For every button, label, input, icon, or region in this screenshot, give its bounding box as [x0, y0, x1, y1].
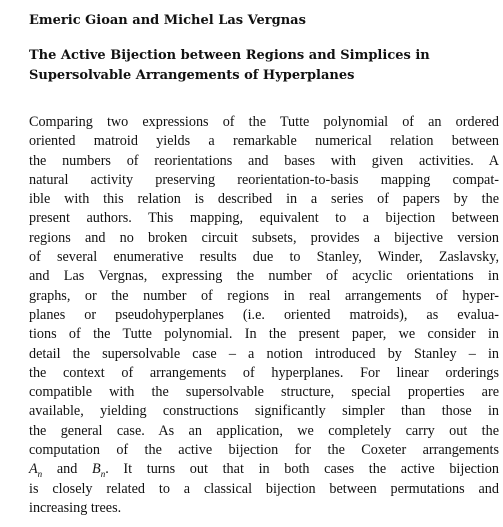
abstract-line: available, yielding constructions significantly simpler than those in	[29, 403, 499, 420]
abstract-line: $A_n$ and $B_n$. It turns out that in both cases the active bijection	[29, 461, 499, 480]
abstract-line: planes or pseudohyperplanes (i.e. oriented matroids), as evalua-	[29, 306, 499, 323]
abstract-line: oriented matroid yields a remarkable numerical relation between	[29, 133, 499, 150]
title-line: Supersolvable Arrangements of Hyperplanes	[29, 67, 355, 83]
abstract-line: compatible with the supersolvable structure, special properties are	[29, 384, 499, 401]
abstract-line: natural activity preserving reorientation-to-basis mapping compat-	[29, 171, 499, 188]
abstract-line: detail the supersolvable case – a notion introduced by Stanley – in	[29, 345, 499, 362]
abstract-line: of several enumerative results due to Stanley, Winder, Zaslavsky,	[29, 249, 499, 266]
abstract-line: the general case. As an application, we completely carry out the	[29, 422, 499, 439]
title-line: The Active Bijection between Regions and Simplices in	[29, 48, 430, 63]
abstract	[29, 113, 499, 518]
abstract-line: the numbers of reorientations and bases with given activities. A	[29, 152, 499, 169]
abstract-line: graphs, or the number of regions in real arrangements of hyper-	[29, 287, 499, 304]
abstract-line: computation of the active bijection for the Coxeter arrangements	[29, 442, 499, 459]
abstract-line: increasing trees.	[29, 499, 122, 516]
abstract-line: Comparing two expressions of the Tutte polynomial of an ordered	[29, 114, 499, 130]
abstract-line: regions and no broken circuit subsets, provides a bijective version	[29, 229, 499, 246]
abstract-line: present authors. This mapping, equivalent to a bijection between	[29, 210, 499, 227]
authors: Emeric Gioan and Michel Las Vergnas	[29, 13, 306, 28]
abstract-line: and Las Vergnas, expressing the number of acyclic orientations in	[29, 268, 499, 285]
abstract-line: ible with this relation is described in a series of papers by the	[29, 191, 499, 208]
paper-title	[29, 46, 499, 85]
abstract-line: is closely related to a classical bijection between permutations and	[29, 480, 499, 497]
abstract-line: the context of arrangements of hyperplanes. For linear orderings	[29, 364, 499, 381]
abstract-line: tions of the Tutte polynomial. In the present paper, we consider in	[29, 326, 499, 343]
